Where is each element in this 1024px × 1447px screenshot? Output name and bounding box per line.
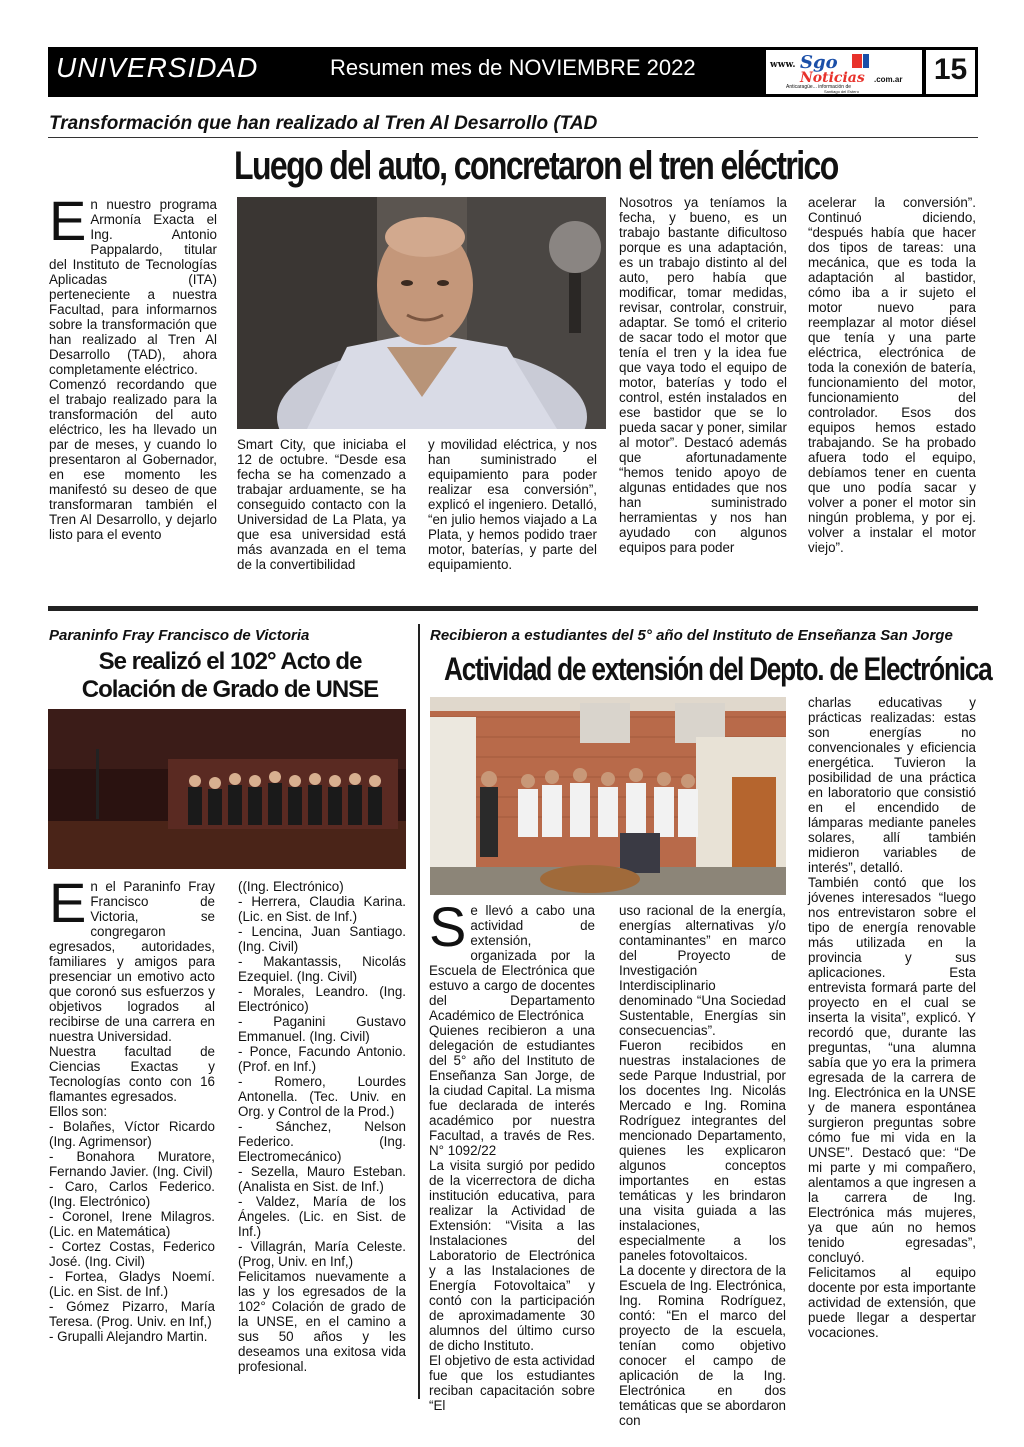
flag-icon-blue (863, 54, 869, 68)
list-item: - Gómez Pizarro, María Teresa. (Prog. Univ. en Inf,) (49, 1299, 215, 1329)
list-item: - Sánchez, Nelson Federico. (Ing. Electromecánico) (238, 1119, 406, 1164)
paragraph: Nuestra facultad de Ciencias Exactas y Tecnologías conto con 16 flamantes egresados. (49, 1044, 215, 1104)
paragraph: También contó que los jóvenes interesados “luego nos entrevistaron sobre el tipo de energía renovable más utilizada en la provincia y sus aplicaciones. Esta entrevista formará parte del proyecto en el cual se inserta la visita”, explicó. Y recordó que, durante las preguntas, “una alumna sabía que yo era la primera egresada de la carrera de Ing. Electrónica en la UNSE y de manera espontánea surgieron preguntas sobre cómo fue mi vida en la UNSE”. Destacó que: “De mi parte y mi compañero, alentamos a que ingresen a la carrera de Ing. Electrónica más mujeres, ya que aún no hemos tenido egresadas”, concluyó. (808, 875, 976, 1265)
list-item: - Sezella, Mauro Esteban. (Analista en Sist. de Inf.) (238, 1164, 406, 1194)
paragraph: Felicitamos nuevamente a las y los egresados de la 102° Colación de grado de la UNSE, en el camino a sus 50 años y les deseamos una exitosa vida profesional. (238, 1269, 406, 1374)
list-item: - Ponce, Facundo Antonio. (Prof. en Inf.) (238, 1044, 406, 1074)
students-visit-photo (430, 697, 786, 895)
section-divider (48, 606, 978, 611)
article3-kicker: Recibieron a estudiantes del 5° año del Instituto de Enseñanza San Jorge (430, 627, 953, 644)
headline-line: Se realizó el 102° Acto de (98, 648, 362, 675)
flag-icon (852, 54, 862, 68)
paragraph: La docente y directora de la Escuela de Ing. Electrónica, Ing. Romina Rodríguez, contó: “En el marco del proyecto de la escuela, tenían como objetivo conocer el campo de aplicación de la Ing. Electrónica en dos temáticas que se abordaron con (619, 1263, 786, 1428)
article2-headline (50, 648, 410, 704)
paragraph: n el Paraninfo Fray Francisco de Victoria, se congregaron egresados, autoridades, familiares y amigos para presenciar un emotivo acto que coronó sus esfuerzos y objetivos logrados al recibirse de una carrera en nuestra Universidad. (49, 879, 215, 1044)
article2-kicker: Paraninfo Fray Francisco de Victoria (49, 627, 310, 644)
list-item: - Paganini Gustavo Emmanuel. (Ing. Civil) (238, 1014, 406, 1044)
column-divider (418, 624, 420, 1399)
site-logo[interactable] (766, 50, 922, 94)
list-item: - Bonahora Muratore, Fernando Javier. (Ing. Civil) (49, 1149, 215, 1179)
article1-column-1 (49, 189, 217, 542)
paragraph: Ellos son: (49, 1104, 108, 1119)
kicker-rule (48, 137, 978, 138)
list-item: - Herrera, Claudia Karina. (Lic. en Sist. de Inf.) (238, 894, 406, 924)
paragraph: El objetivo de esta actividad fue que los estudiantes reciban capacitación sobre “El (429, 1353, 595, 1413)
issue-month: Resumen mes de NOVIEMBRE 2022 (330, 55, 696, 80)
article2-column-1 (49, 871, 215, 1344)
article2-column-2 (238, 879, 406, 1374)
list-item: - Villagrán, María Celeste. (Prog, Univ. en Inf,) (238, 1239, 406, 1269)
logo-domain: .com.ar (874, 75, 903, 84)
logo-sgo: Sgo (800, 52, 838, 73)
paragraph: Nosotros ya teníamos la fecha, y bueno, es un trabajo bastante dificultoso porque es una adaptación, es un trabajo distinto al del auto, pero había que modificar, tomar medidas, revisar, controlar, construir, adaptar. Se tomó el criterio de sacar todo el motor que tenía el tren y la idea fue que vaya todo el equipo de motor, baterías y todo el control, estén instalados en ese bastidor que se lo pueda sacar y poner, similar al motor”. Destacó además que afortunadamente “hemos tenido apoyo de algunas entidades que nos han suministrado herramientas y nos han ayudado con algunos equipos para poder (619, 195, 787, 555)
dropcap: E (49, 871, 87, 934)
list-item: - Bolañes, Víctor Ricardo (Ing. Agrimensor) (49, 1119, 215, 1149)
paragraph: charlas educativas y prácticas realizadas: estas son energías no convencionales y eficiencia energética. Tuvieron la posibilidad de una práctica en laboratorio que consistió en el encendido de lámparas mediante paneles solares, allí también midieron variables de interés”, detalló. (808, 695, 976, 875)
paragraph: e llevó a cabo una actividad de extensión, organizada por la Escuela de Electrónica que estuvo a cargo de docentes del Departamento Académico de Electrónica (429, 903, 595, 1023)
paragraph: uso racional de la energía, energías alternativas y/o contaminantes” en marco del Proyecto de Investigación Interdisciplinario denominado “Una Sociedad Sustentable, Energías sin consecuencias”. (619, 903, 786, 1038)
graduation-photo (48, 709, 406, 869)
paragraph: Quienes recibieron a una delegación de estudiantes del 5° año del Instituto de Enseñanza San Jorge, de la ciudad Capital. La misma fue declarada de interés académico por nuestra Facultad, a través de Res. N° 1092/22 (429, 1023, 595, 1158)
logo-www: www. (770, 60, 796, 70)
article3-headline: Actividad de extensión del Depto. de Electrónica (444, 651, 992, 687)
list-item: - Morales, Leandro. (Ing. Electrónico) (238, 984, 406, 1014)
pappalardo-photo (237, 197, 606, 429)
paragraph: Felicitamos al equipo docente por esta importante actividad de extensión, que puede llegar a despertar vocaciones. (808, 1265, 976, 1340)
list-item: - Grupalli Alejandro Martin. (49, 1329, 208, 1344)
page-number: 15 (933, 53, 968, 86)
list-item: - Fortea, Gladys Noemí. (Lic. en Sist. de Inf.) (49, 1269, 215, 1299)
logo-noticias: Noticias (800, 70, 865, 86)
article1-kicker: Transformación que han realizado al Tren Al Desarrollo (TAD (49, 113, 598, 134)
article1-column-5 (808, 195, 976, 555)
paragraph: Comenzó recordando que el trabajo realizado para la transformación del auto eléctrico, les ha llevado un par de meses, y cuando lo presentaron al Gobernador, en ese momento les manifestó su deseo de que transformaran también el Tren Al Desarrollo, y dejarlo listo para el evento (49, 377, 217, 542)
article1-headline: Luego del auto, concretaron el tren eléctrico (234, 144, 838, 188)
logo-tagline-place: Santiago del Estero (824, 89, 859, 94)
headline-line: Colación de Grado de UNSE (81, 676, 379, 703)
article1-column-3 (428, 437, 597, 572)
paragraph: y movilidad eléctrica, y nos han suministrado el equipamiento para poder realizar esa conversión”, explicó el ingeniero. Detalló, “en julio hemos viajado a La Plata, y hemos podido traer motor, baterías, y parte del equipamiento. (428, 437, 597, 572)
logo-tagline: Anticaragüe... información de (786, 84, 852, 90)
list-item: - Valdez, María de los Ángeles. (Lic. en Sist. de Inf.) (238, 1194, 406, 1239)
list-item: - Cortez Costas, Federico José. (Ing. Civil) (49, 1239, 215, 1269)
article3-column-3 (808, 695, 976, 1340)
article1-column-4 (619, 195, 787, 555)
list-item: - Coronel, Irene Milagros. (Lic. en Matemática) (49, 1209, 215, 1239)
list-item: - Romero, Lourdes Antonella. (Tec. Univ. en Org. y Control de la Prod.) (238, 1074, 406, 1119)
paragraph: La visita surgió por pedido de la vicerrectora de dicha institución educativa, para realizar la Actividad de Extensión: “Visita a las Instalaciones del Laboratorio de Electrónica y a las Instalaciones de Energía Fotovoltaica” y contó con la participación de aproximadamente 30 alumnos del último curso de dicho Instituto. (429, 1158, 595, 1353)
article1-column-2 (237, 437, 406, 572)
list-item: ((Ing. Electrónico) (238, 879, 344, 894)
article3-column-1 (429, 895, 595, 1413)
section-name: UNIVERSIDAD (56, 52, 259, 83)
list-item: - Lencina, Juan Santiago. (Ing. Civil) (238, 924, 406, 954)
list-item: - Caro, Carlos Federico. (Ing. Electrónico) (49, 1179, 215, 1209)
article3-column-2 (619, 903, 786, 1428)
dropcap: S (429, 895, 467, 958)
list-item: - Makantassis, Nicolás Ezequiel. (Ing. Civil) (238, 954, 406, 984)
paragraph: n nuestro programa Armonía Exacta el Ing. Antonio Pappalardo, titular del Instituto de Tecnologías Aplicadas (ITA) perteneciente a nuestra Facultad, para informarnos sobre la transformación que han realizado al Tren Al Desarrollo (TAD), ahora completamente eléctrico. (49, 197, 217, 377)
paragraph: acelerar la conversión”. Continuó diciendo, “después había que hacer dos tipos de tareas: una mecánica, que es toda la adaptación al bastidor, cómo iba a ir sujeto el motor nuevo para reemplazar al motor diésel que tenía y una parte eléctrica, electrónica de toda la conexión de batería, funcionamiento del motor, funcionamiento del controlador. Esos dos equipos hemos estado trabajando. Se ha probado afuera todo el equipo, debíamos tener en cuenta que uno podía sacar y volver a poner el motor sin ningún problema, y por ej. volver a instalar el motor viejo”. (808, 195, 976, 555)
paragraph: Fueron recibidos en nuestras instalaciones de sede Parque Industrial, por los docentes Ing. Nicolás Mercado e Ing. Romina Rodríguez integrantes del mencionado Departamento, quienes les explicaron algunos conceptos importantes en estas temáticas y les brindaron una visita guiada a las instalaciones, especialmente a los paneles fotovoltaicos. (619, 1038, 786, 1263)
paragraph: Smart City, que iniciaba el 12 de octubre. “Desde esa fecha se ha comenzado a trabajar arduamente, se ha conseguido contacto con la Universidad de La Plata, ya que esa universidad está más avanzada en el tema de la convertibilidad (237, 437, 406, 572)
dropcap: E (49, 189, 87, 252)
